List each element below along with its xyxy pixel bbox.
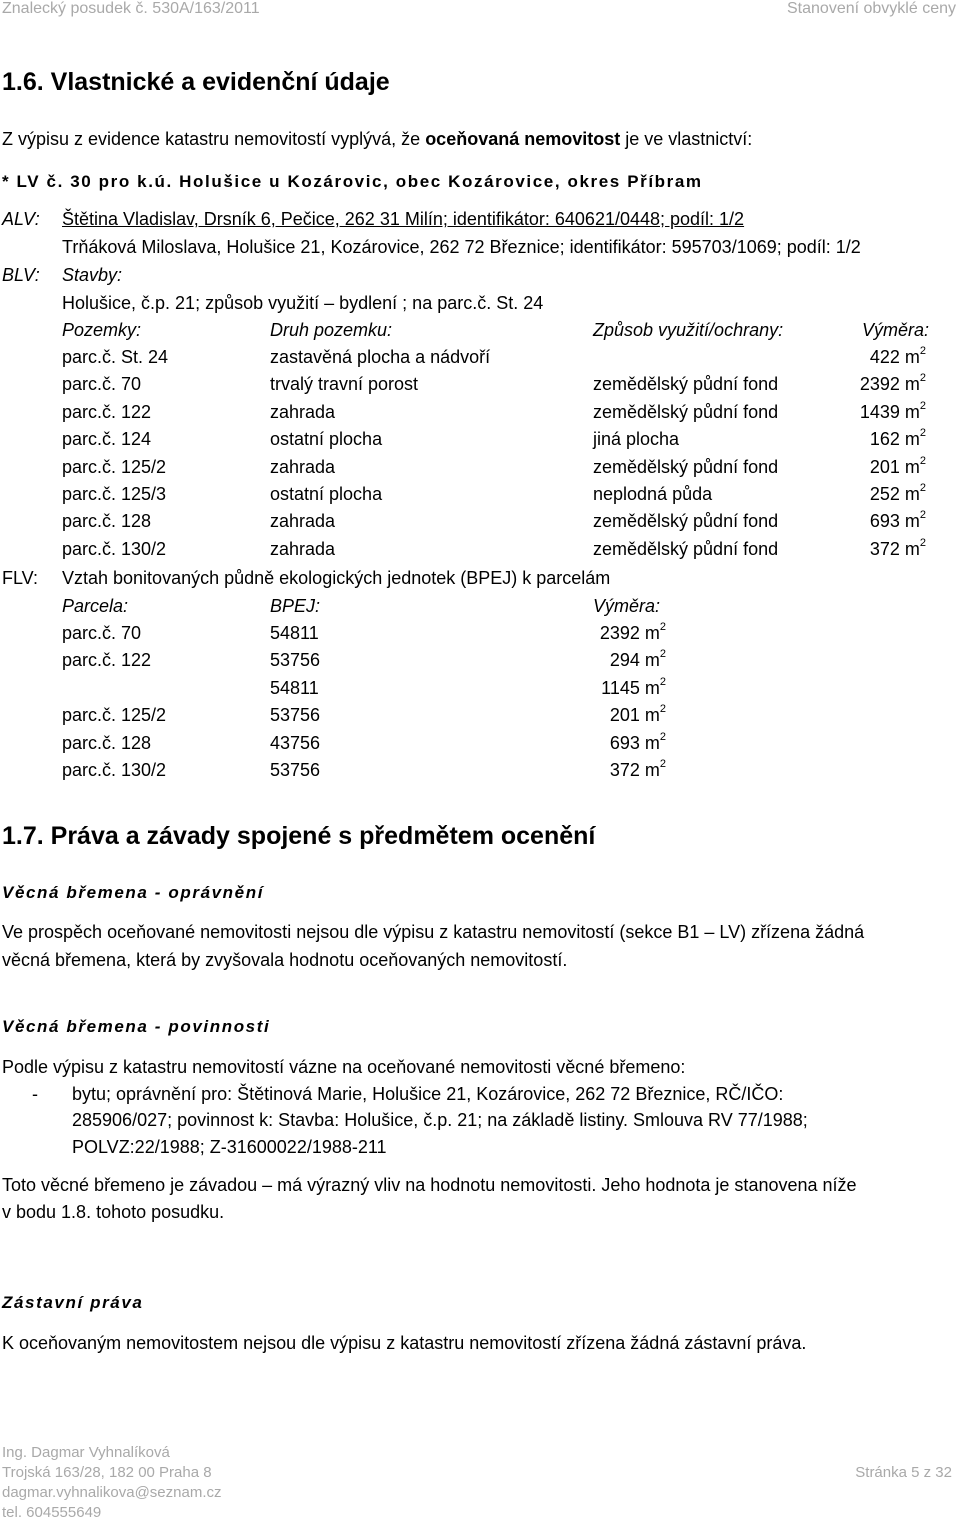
page-header-left: Znalecký posudek č. 530A/163/2011 [2, 0, 260, 17]
table-header: Výměra: [593, 596, 661, 616]
table-cell-area: 372 $m^2$ [609, 758, 666, 780]
table-cell: 53756 [270, 760, 321, 780]
table-cell: jiná plocha [593, 429, 680, 450]
table-cell: parc.č. 128 [62, 511, 152, 532]
list-bullet: - [32, 1084, 38, 1104]
table-cell: 53756 [270, 705, 321, 726]
table-cell-area: 201 $m^2$ [609, 703, 666, 726]
povinnosti-item-line-2: 285906/027; povinnost k: Stavba: Holušice, č.p. 21; na základě listiny. Smlouva RV 77/1988; [72, 1110, 808, 1130]
table-cell: parc.č. 70 [62, 374, 142, 395]
table-cell: zahrada [270, 401, 336, 422]
povinnosti-title: Věcná břemena - povinnosti [2, 1017, 271, 1036]
table-header: Pozemky: [62, 320, 142, 340]
table-cell-area: 294 $m^2$ [609, 648, 666, 671]
alv-label: ALV: [2, 209, 40, 229]
table-cell-area: 1145 $m^2$ [601, 675, 666, 698]
zastavni-text: K oceňovaným nemovitostem nejsou dle výpisu z katastru nemovitostí zřízena žádná zástavní práva. [2, 1333, 807, 1353]
owner-2: Trňáková Miloslava, Holušice 21, Kozárovice, 262 72 Březnice; identifikátor: 595703/1069; podíl: 1/2 [62, 237, 861, 257]
table-cell: parc.č. 125/2 [62, 456, 167, 477]
table-cell: parc.č. 122 [62, 401, 152, 422]
opravneni-text-2: věcná břemena, která by zvyšovala hodnotu oceňovaných nemovitostí. [2, 950, 568, 970]
povinnosti-item-line-3: POLVZ:22/1988; Z-31600022/1988-211 [72, 1137, 387, 1157]
table-cell-area: 693 $m^2$ [609, 730, 666, 753]
footer-address: Trojská 163/28, 182 00 Praha 8 [2, 1464, 212, 1481]
page-header-right: Stanovení obvyklé ceny [787, 0, 956, 17]
povinnosti-intro: Podle výpisu z katastru nemovitostí vázne na oceňované nemovitosti věcné břemeno: [2, 1057, 686, 1077]
table-cell: parc.č. St. 24 [62, 347, 169, 367]
table-cell-area: 693 $m^2$ [869, 509, 926, 532]
table-cell: zahrada [270, 538, 336, 559]
flv-title: Vztah bonitovaných půdně ekologických jednotek (BPEJ) k parcelám [62, 568, 611, 588]
table-header: Parcela: [62, 596, 129, 616]
table-cell-area: 422 $m^2$ [869, 345, 926, 367]
table-header: Způsob využití/ochrany: [593, 320, 784, 340]
opravneni-title: Věcná břemena - oprávnění [2, 883, 265, 902]
section-title-1-7: 1.7. Práva a závady spojené s předmětem ocenění [2, 822, 596, 850]
footer-name: Ing. Dagmar Vyhnalíková [2, 1444, 170, 1461]
intro-text: Z výpisu z evidence katastru nemovitostí vyplývá, že oceňovaná nemovitost je ve vlastnictví: [2, 129, 753, 149]
table-cell: zemědělský půdní fond [593, 511, 779, 532]
table-cell: zemědělský půdní fond [593, 456, 779, 477]
table-header: BPEJ: [270, 596, 321, 616]
table-cell: 54811 [270, 677, 319, 698]
table-cell: parc.č. 70 [62, 623, 142, 643]
table-cell-area: 2392 $m^2$ [599, 621, 666, 643]
table-header: Výměra: [862, 320, 930, 340]
table-cell: parc.č. 130/2 [62, 760, 167, 780]
povinnosti-text-1: Toto věcné břemeno je závadou – má výrazný vliv na hodnotu nemovitosti. Jeho hodnota je stanovena níže [2, 1175, 857, 1195]
table-cell: parc.č. 128 [62, 732, 152, 753]
table-cell: parc.č. 124 [62, 429, 152, 450]
stavby-label: Stavby: [62, 265, 123, 285]
footer-page-number: Stránka 5 z 32 [855, 1464, 952, 1481]
table-cell-area: 162 $m^2$ [869, 427, 926, 450]
section-title-1-6: 1.6. Vlastnické a evidenční údaje [2, 68, 390, 96]
table-cell-area: 201 $m^2$ [869, 454, 926, 477]
owner-1: Štětina Vladislav, Drsník 6, Pečice, 262 31 Milín; identifikátor: 640621/0448; podíl: 1/2 [62, 209, 745, 229]
table-cell: zahrada [270, 456, 336, 477]
table-cell-area: 372 $m^2$ [869, 536, 926, 559]
table-cell: parc.č. 125/2 [62, 705, 167, 726]
footer-email: dagmar.vyhnalikova@seznam.cz [2, 1484, 222, 1501]
blv-label: BLV: [2, 265, 40, 285]
table-cell: parc.č. 130/2 [62, 538, 167, 559]
povinnosti-item-line-1: bytu; oprávnění pro: Štětinová Marie, Holušice 21, Kozárovice, 262 72 Březnice, RČ/IČO: [72, 1084, 784, 1104]
lv-line: * LV č. 30 pro k.ú. Holušice u Kozárovic, obec Kozárovice, okres Příbram [2, 172, 703, 191]
table-cell: ostatní plocha [270, 484, 383, 504]
table-cell: zastavěná plocha a nádvoří [270, 347, 491, 367]
footer-phone: tel. 604555649 [2, 1504, 102, 1521]
table-cell: parc.č. 125/3 [62, 484, 167, 504]
table-cell: zemědělský půdní fond [593, 401, 779, 422]
stavba-text: Holušice, č.p. 21; způsob využití – bydlení ; na parc.č. St. 24 [62, 293, 544, 313]
table-cell-area: 1439 $m^2$ [859, 399, 926, 422]
zastavni-title: Zástavní práva [2, 1293, 144, 1312]
table-cell: zemědělský půdní fond [593, 374, 779, 395]
table-cell: trvalý travní porost [270, 374, 419, 395]
table-cell: parc.č. 122 [62, 650, 152, 671]
table-header: Druh pozemku: [270, 320, 393, 340]
table-cell: ostatní plocha [270, 429, 383, 450]
table-cell-area: 2392 $m^2$ [859, 372, 926, 395]
table-cell: neplodná půda [593, 484, 713, 504]
table-cell-area: 252 $m^2$ [869, 482, 926, 504]
flv-label: FLV: [2, 568, 39, 588]
table-cell: 54811 [270, 623, 319, 643]
table-cell: zahrada [270, 511, 336, 532]
table-cell: 53756 [270, 650, 321, 671]
table-cell: zemědělský půdní fond [593, 538, 779, 559]
table-cell: 43756 [270, 732, 321, 753]
opravneni-text-1: Ve prospěch oceňované nemovitosti nejsou dle výpisu z katastru nemovitostí (sekce B1 – LV) zřízena žádná [2, 922, 865, 942]
povinnosti-text-2: v bodu 1.8. tohoto posudku. [2, 1202, 225, 1222]
